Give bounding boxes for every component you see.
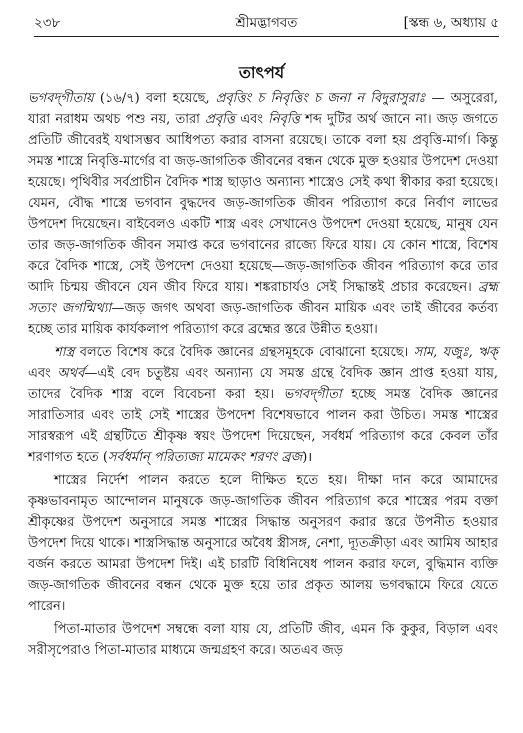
paragraph [28,470,498,617]
header-rule [34,36,499,37]
italic-text-run: সর্বধর্মান্ পরিত্যজ্য মামেকং শরণং ব্রজ [107,450,303,465]
text-run: হচ্ছে সমস্ত বৈদিক জ্ঞানের সারাতিসার এবং তাই সেই শাস্ত্রের উপদেশ বিশেষভাবে পালন করা উচিত। সমস্ত শাস্ত্রের সারস্বরূপ এই গ্রন্থটিতে শ্রীকৃষ্ণ স্বয়ং উপদেশ দিয়েছেন, সর্বধর্ম পরিত্যাগ করে কেবল তাঁর শরণাগত হতে ( [28,387,499,465]
paragraph [28,619,498,661]
paragraph [28,342,498,468]
italic-text-run: প্রবৃত্তিং চ নিবৃত্তিং চ জনা ন বিদুরাসুরাঃ [215,91,426,106]
italic-text-run: নিবৃত্তি [268,112,300,127]
italic-text-run: প্রবৃত্তি [205,112,236,127]
text-run: (১৬/৭) বলা হয়েছে, [93,91,216,106]
text-run: শাস্ত্রের নির্দেশ পালন করতে হলে দীক্ষিত হতে হয়। দীক্ষা দান করে আমাদের কৃষ্ণভাবনামৃত আন্দোলন মানুষকে জড়-জাগতিক জীবন পরিত্যাগ করে শাস্ত্রের পরম বক্তা শ্রীকৃষ্ণের উপদেশ অনুসারে সমস্ত শাস্ত্রের সিদ্ধান্ত অনুসরণ করার স্তরে উপনীত হওয়ার উপদেশ দিয়ে থাকে। শাস্ত্রসিদ্ধান্ত অনুসারে অবৈধ স্ত্রীসঙ্গ, নেশা, দ্যূতক্রীড়া এবং আমিষ আহার বর্জন করতে আমরা উপদেশ দিই। এই চারটি বিধিনিষেধ পালন করার ফলে, বুদ্ধিমান ব্যক্তি জড়-জাগতিক জীবনের বন্ধন থেকে মুক্ত হয়ে তার প্রকৃত আলয় ভগবদ্ধামে ফিরে যেতে পারেন। [28,473,498,614]
section-title: তাৎপর্য [238,63,285,82]
italic-text-run: শাস্ত্র [54,345,75,360]
text-run: —জড় জগৎ অথবা জড়-জাগতিক জীবন মায়িক এবং তাই জীবের কর্তব্য হচ্ছে তার মায়িক কার্যকলাপ পরিত্যাগ করে ব্রহ্মের স্তরে উন্নীত হওয়া। [28,301,498,337]
text-run: পিতা-মাতার উপদেশ সম্বন্ধে বলা যায় যে, প্রতিটি জীব, এমন কি কুকুর, বিড়াল এবং সরীসৃপেরাও পিতা-মাতার মাধ্যমে জন্মগ্রহণ করে। অতএব জড় [28,622,498,658]
italic-text-run: ব্রহ্ম সত্যং জগন্মিথ্যা [28,280,498,316]
italic-text-run: ভগবদ্‌গীতায় [28,91,94,106]
italic-text-run: সাম, যজুঃ, ঋক্‌ [413,345,498,360]
text-run: এবং [235,112,269,127]
page-header [34,12,499,34]
page-number: ২৩৮ [34,15,61,31]
chapter-reference: [স্কন্ধ ৬, অধ্যায় ৫ [403,15,499,31]
text-run: — অসুরেরা, যারা নরাধম অথচ পশু নয়, তারা [28,91,498,127]
text-run: )। [302,450,313,465]
italic-text-run: অথর্ব [57,366,85,381]
text-run: এবং [28,366,58,381]
italic-text-run: ভগবদ্‌গীতা [283,387,342,402]
text-run: বলতে বিশেষ করে বৈদিক জ্ঞানের গ্রন্থসমূহকে বোঝানো হয়েছে। [74,345,414,360]
paragraph [28,88,498,340]
book-title: শ্রীমদ্ভাগবত [235,15,298,31]
text-run: —এই বেদ চতুষ্টয় এবং অন্যান্য যে সমস্ত গ্রন্থে বৈদিক জ্ঞান প্রাপ্ত হওয়া যায়, তাদের বৈদিক শাস্ত্র বলে বিবেচনা করা হয়। [28,366,498,402]
purport-text [28,88,498,661]
text-run: শব্দ দুটির অর্থ জানে না। জড় জগতে প্রতিটি জীবেরই যথাসম্ভব আধিপত্য করার বাসনা রয়েছে। তাকে বলা হয় প্রবৃত্তি-মার্গ। কিন্তু সমস্ত শাস্ত্রে নিবৃত্তি-মার্গের বা জড়-জাগতিক জীবনের বন্ধন থেকে মুক্ত হওয়ার উপদেশ দেওয়া হয়েছে। পৃথিবীর সর্বপ্রাচীন বৈদিক শাস্ত্র ছাড়াও অন্যান্য শাস্ত্রেও সেই কথা স্বীকার করা হয়েছে। যেমন, বৌদ্ধ শাস্ত্রে ভগবান বুদ্ধদেব জড়-জাগতিক জীবন পরিত্যাগ করে নির্বাণ লাভের উপদেশ দিয়েছেন। বাইবেলও একটি শাস্ত্র এবং সেখানেও উপদেশ দেওয়া হয়েছে, মানুষ যেন তার জড়-জাগতিক জীবন সমাপ্ত করে ভগবানের রাজ্যে ফিরে যায়। যে কোন শাস্ত্রে, বিশেষ করে বৈদিক শাস্ত্রে, সেই উপদেশ দেওয়া হয়েছে—জড়-জাগতিক জীবন পরিত্যাগ করে তার আদি চিন্ময় জীবনে যেন জীব ফিরে যায়। শঙ্করাচার্যও সেই সিদ্ধান্তই প্রচার করেছেন। [28,112,498,295]
